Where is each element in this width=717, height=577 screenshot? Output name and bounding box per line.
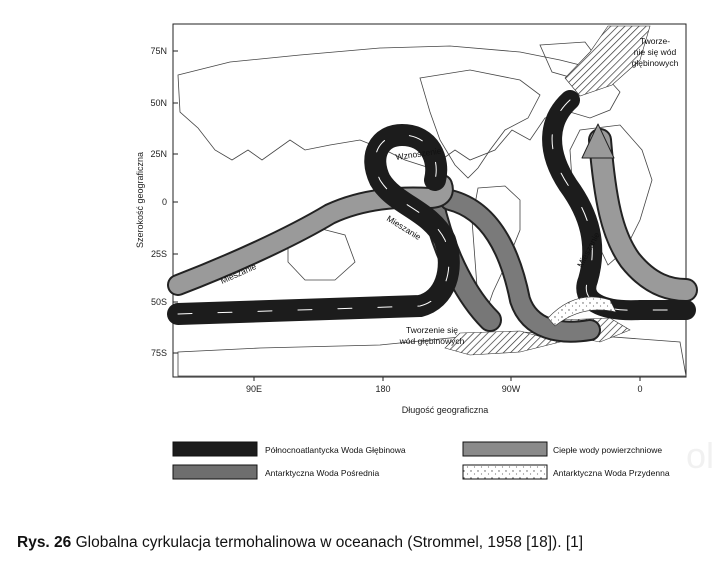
y-axis-title: Szerokość geograficzna bbox=[135, 151, 145, 249]
legend-label: Ciepłe wody powierzchniowe bbox=[553, 445, 663, 455]
y-tick-label: 0 bbox=[161, 197, 167, 207]
legend-swatch-gray bbox=[173, 465, 257, 479]
deep-water-formation-south-label-line: wód głębinowych bbox=[399, 336, 465, 346]
legend-label: Północnoatlantycka Woda Głębinowa bbox=[265, 445, 406, 455]
y-tick-label: 50N bbox=[150, 98, 167, 108]
deep-water-formation-north-label-line: nie się wód bbox=[633, 47, 677, 57]
x-tick-label: 90E bbox=[245, 384, 263, 394]
caption-label: Rys. 26 bbox=[17, 534, 72, 551]
x-tick-label: 180 bbox=[375, 384, 391, 394]
y-tick-label: 75N bbox=[150, 46, 167, 56]
y-tick-label: 50S bbox=[150, 297, 167, 307]
mixing-pacific-label: Mieszanie bbox=[384, 213, 423, 242]
mixing-indian-label: Mieszanie bbox=[218, 261, 258, 286]
caption-text: Globalna cyrkulacja termohalinowa w oceanach (Strommel, 1958 [18]). [1] bbox=[71, 534, 584, 551]
y-tick-label: 75S bbox=[150, 348, 167, 358]
x-axis-title: Długość geograficzna bbox=[401, 405, 489, 415]
deep-water-formation-south-label-line: Tworzenie się bbox=[406, 325, 458, 335]
y-tick-label: 25S bbox=[150, 249, 167, 259]
legend-swatch-dotted bbox=[463, 465, 547, 479]
upwelling-label: Wznoszenie bbox=[394, 145, 443, 162]
legend bbox=[173, 442, 670, 479]
x-axis-ticks bbox=[246, 377, 643, 394]
legend-swatch-dark bbox=[173, 442, 257, 456]
watermark-text: ol bbox=[686, 435, 715, 476]
legend-swatch-medium bbox=[463, 442, 547, 456]
x-tick-label: 90W bbox=[501, 384, 521, 394]
y-tick-label: 25N bbox=[150, 149, 167, 159]
legend-label: Antarktyczna Woda Przydenna bbox=[553, 468, 670, 478]
mixing-atlantic-label: Mieszanie bbox=[574, 230, 602, 269]
deep-water-formation-north-label-line: głębinowych bbox=[631, 58, 679, 68]
deep-water-formation-north-label-line: Tworze- bbox=[639, 36, 671, 46]
x-tick-label: 0 bbox=[637, 384, 643, 394]
figure-caption bbox=[17, 534, 707, 552]
legend-label: Antarktyczna Woda Pośrednia bbox=[265, 468, 380, 478]
